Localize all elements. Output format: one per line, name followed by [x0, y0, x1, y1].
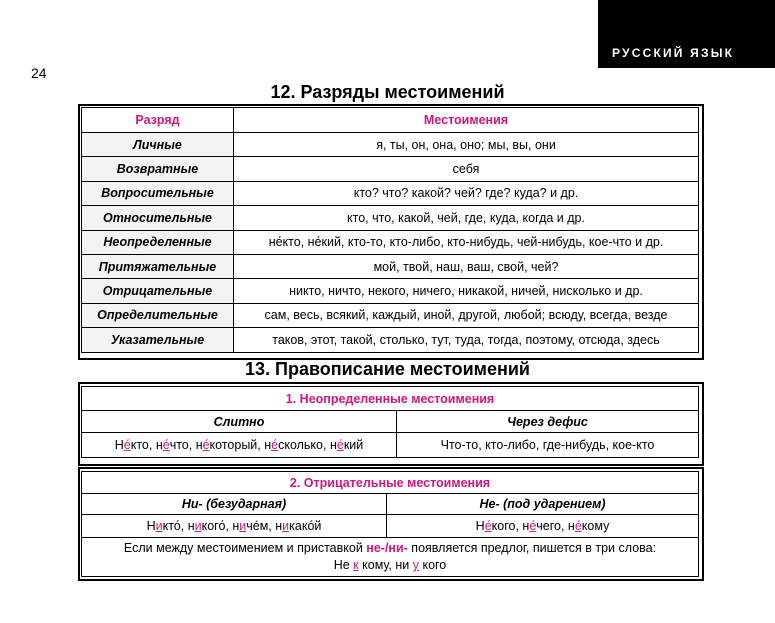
word-part: н	[195, 438, 203, 452]
category-cell: Притяжательные	[82, 254, 234, 278]
pronouns-cell: кто, что, какой, чей, где, куда, когда и др.	[234, 206, 699, 230]
part1-col-together: Слитно	[82, 411, 397, 433]
ne-examples	[387, 515, 699, 538]
category-cell: Вопросительные	[82, 181, 234, 205]
table-row	[82, 303, 699, 327]
word-part: что,	[169, 438, 196, 452]
prefix-letter: и	[239, 519, 247, 533]
page-number: 24	[31, 65, 47, 81]
word-part: чéм,	[246, 519, 276, 533]
word-part: который,	[209, 438, 265, 452]
word-part: н	[329, 438, 337, 452]
table-row	[82, 279, 699, 303]
prefix-letter: и	[282, 519, 290, 533]
word-part: кого,	[491, 519, 523, 533]
word-part: н	[275, 519, 283, 533]
word-part: кому	[581, 519, 610, 533]
part1-title: 1. Неопределенные местоимения	[82, 387, 699, 411]
prefix-letter: е́	[271, 438, 279, 452]
table-row	[82, 254, 699, 278]
category-cell: Указательные	[82, 328, 234, 352]
prefix-letter: е́	[162, 438, 170, 452]
ni-examples	[82, 515, 387, 538]
word-part: н	[232, 519, 240, 533]
table-row	[82, 206, 699, 230]
table-header-row	[82, 108, 699, 133]
word-part: Н	[146, 519, 156, 533]
table-row	[82, 157, 699, 181]
word-part: Н	[475, 519, 485, 533]
part1-col-hyphen: Через дефис	[397, 411, 699, 433]
prefix-letter: е́	[484, 519, 492, 533]
section13-title: 13. Правописание местоимений	[245, 359, 530, 379]
pronouns-cell: я, ты, он, она, оно; мы, вы, они	[234, 133, 699, 157]
pronouns-cell: кто? что? какой? чей? где? куда? и др.	[234, 181, 699, 205]
subject-label: РУССКИЙ ЯЗЫК	[612, 46, 735, 60]
pronouns-cell: таков, этот, такой, столько, тут, туда, тогда, поэтому, отсюда, здесь	[234, 328, 699, 352]
rule-example-part: кого	[418, 558, 447, 572]
subject-header	[598, 0, 775, 68]
rule-example-preposition: у	[412, 558, 419, 572]
pronouns-cell: мой, твой, наш, ваш, свой, чей?	[234, 254, 699, 278]
section12-title: 12. Разряды местоимений	[270, 82, 505, 102]
category-cell: Определительные	[82, 303, 234, 327]
word-part: н	[264, 438, 272, 452]
table-row	[82, 181, 699, 205]
word-part: чего,	[536, 519, 568, 533]
rule-example-preposition: к	[353, 558, 359, 572]
prefix-letter: е́	[574, 519, 582, 533]
hyphen-examples: Что-то, кто-либо, где-нибудь, кое-кто	[397, 433, 699, 458]
prefix-letter: е́	[123, 438, 131, 452]
category-cell: Возвратные	[82, 157, 234, 181]
indefinite-pronouns-table	[81, 386, 699, 458]
category-cell: Неопределенные	[82, 230, 234, 254]
word-part: н	[567, 519, 575, 533]
category-cell: Личные	[82, 133, 234, 157]
together-examples	[82, 433, 397, 458]
word-part: кто́,	[162, 519, 188, 533]
prefix-letter: е́	[336, 438, 344, 452]
word-part: кий	[343, 438, 364, 452]
category-cell: Относительные	[82, 206, 234, 230]
part2-title: 2. Отрицательные местоимения	[82, 472, 699, 494]
pronouns-cell: не́кто, не́кий, кто-то, кто-либо, кто-нибудь, чей-нибудь, кое-что и др.	[234, 230, 699, 254]
part2-col-ne: Не- (под ударением)	[387, 494, 699, 515]
column-header-pronouns: Местоимения	[234, 108, 699, 133]
word-part: н	[522, 519, 530, 533]
pronouns-cell: себя	[234, 157, 699, 181]
prefix-letter: и	[194, 519, 202, 533]
word-part: сколько,	[278, 438, 330, 452]
word-part: кто,	[130, 438, 156, 452]
prefix-letter: е́	[202, 438, 210, 452]
word-part: н	[187, 519, 195, 533]
rule-prefix-highlight: не-/ни-	[366, 541, 408, 555]
pronouns-cell: сам, весь, всякий, каждый, иной, другой, любой; всюду, всегда, везде	[234, 303, 699, 327]
table-row	[82, 230, 699, 254]
rule-example-part: кому, ни	[358, 558, 413, 572]
table-row	[82, 133, 699, 157]
rule-text-after: появляется предлог, пишется в три слова:	[407, 541, 657, 555]
negative-pronouns-table	[81, 471, 699, 577]
prefix-letter: е́	[529, 519, 537, 533]
word-part: н	[155, 438, 163, 452]
prefix-letter: и	[155, 519, 163, 533]
category-cell: Отрицательные	[82, 279, 234, 303]
word-part: Н	[114, 438, 124, 452]
preposition-rule	[82, 538, 699, 577]
pronouns-cell: никто, ничто, некого, ничего, никакой, ничей, нисколько и др.	[234, 279, 699, 303]
column-header-category: Разряд	[82, 108, 234, 133]
table-row	[82, 328, 699, 352]
rule-example-part: Не	[333, 558, 354, 572]
word-part: како́й	[289, 519, 322, 533]
word-part: кого́,	[201, 519, 233, 533]
pronoun-categories-table	[81, 107, 699, 353]
part2-col-ni: Ни- (безударная)	[82, 494, 387, 515]
rule-text-before: Если между местоимением и приставкой	[123, 541, 367, 555]
